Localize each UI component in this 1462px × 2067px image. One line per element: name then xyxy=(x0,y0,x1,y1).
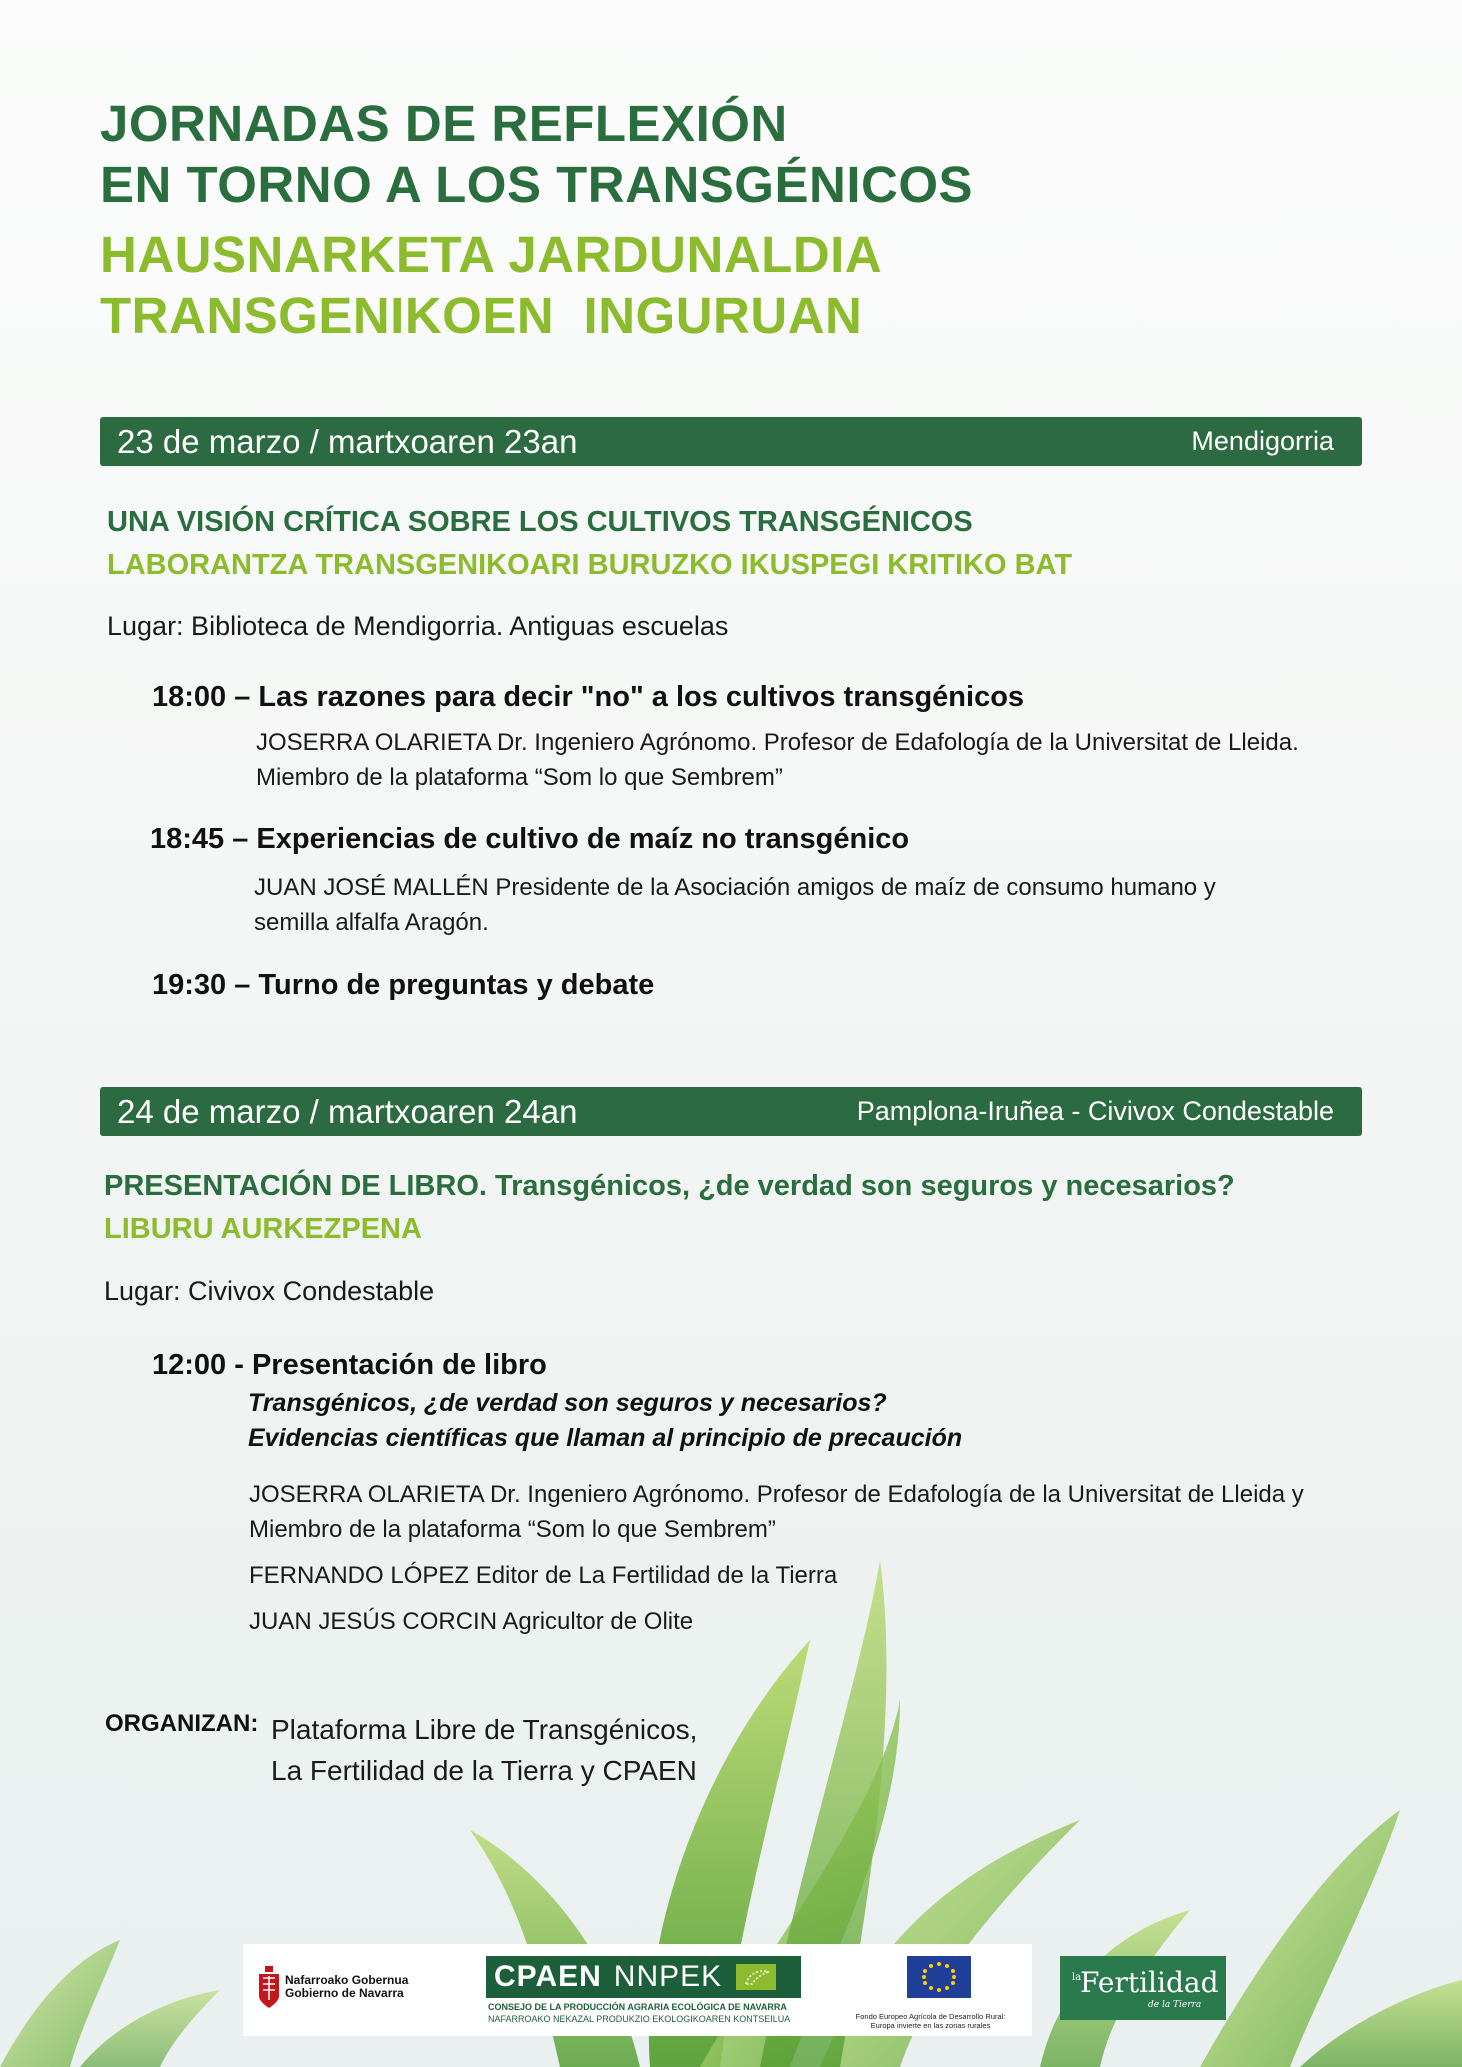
cpaen-bold: CPAEN xyxy=(494,1960,602,1993)
day2-speaker3: JUAN JESÚS CORCIN Agricultor de Olite xyxy=(249,1608,694,1635)
day2-speaker1-line2: Miembro de la plataforma “Som lo que Sembrem” xyxy=(249,1516,776,1543)
day2-place: Pamplona-Iruñea - Civivox Condestable xyxy=(856,1096,1334,1126)
day1-session2-title: 18:45 – Experiencias de cultivo de maíz no transgénico xyxy=(150,823,910,855)
organizers-label: ORGANIZAN: xyxy=(105,1710,259,1737)
eu-organic-leaf-icon xyxy=(736,1964,776,1990)
navarra-shield-icon xyxy=(257,1966,281,2008)
title-es-line2: EN TORNO A LOS TRANSGÉNICOS xyxy=(100,156,974,213)
book-title-line1: Transgénicos, ¿de verdad son seguros y necesarios? xyxy=(248,1389,887,1417)
day2-speaker2: FERNANDO LÓPEZ Editor de La Fertilidad de la Tierra xyxy=(249,1562,838,1589)
fertilidad-sub: de la Tierra xyxy=(1148,2000,1202,2010)
day1-date: 23 de marzo / martxoaren 23an xyxy=(117,422,578,460)
title-eu-line2: TRANSGENIKOEN INGURUAN xyxy=(100,287,863,344)
day2-speaker1-line1: JOSERRA OLARIETA Dr. Ingeniero Agrónomo. Profesor de Edafología de la Universitat de Lleida y xyxy=(249,1481,1304,1508)
book-title-line2: Evidencias científicas que llaman al principio de precaución xyxy=(248,1424,963,1452)
day1-session1-title: 18:00 – Las razones para decir "no" a los cultivos transgénicos xyxy=(152,681,1025,713)
day1-lugar: Lugar: Biblioteca de Mendigorria. Antiguas escuelas xyxy=(107,611,729,641)
day1-session3-title: 19:30 – Turno de preguntas y debate xyxy=(152,969,655,1001)
navarra-line1: Nafarroako Gobernua xyxy=(285,1973,409,1987)
day1-place: Mendigorria xyxy=(1191,426,1334,456)
day2-date: 24 de marzo / martxoaren 24an xyxy=(117,1092,578,1130)
day2-heading-es-bold: PRESENTACIÓN DE LIBRO. xyxy=(104,1170,487,1202)
day2-heading-eu: LIBURU AURKEZPENA xyxy=(104,1213,422,1245)
day2-session-title: 12:00 - Presentación de libro xyxy=(152,1349,547,1381)
sponsor-logo-bar xyxy=(243,1944,1032,2036)
fertilidad-main: Fertilidad xyxy=(1080,1966,1219,1999)
day1-date-bar xyxy=(100,417,1362,466)
fertilidad-logo xyxy=(1060,1956,1226,2020)
day2-heading-es xyxy=(104,1170,1235,1203)
eu-line1: Fondo Europeo Agrícola de Desarrollo Rural: xyxy=(855,2012,1006,2021)
day1-session2-speaker-line1: JUAN JOSÉ MALLÉN Presidente de la Asociación amigos de maíz de consumo humano y xyxy=(254,874,1216,901)
day2-date-bar xyxy=(100,1087,1362,1136)
day1-session1-speaker-line2: Miembro de la plataforma “Som lo que Sembrem” xyxy=(256,764,783,791)
eu-feader-logo xyxy=(843,1956,1018,2032)
day2-heading-es-rest: Transgénicos, ¿de verdad son seguros y necesarios? xyxy=(486,1170,1235,1202)
day1-session2-speaker-line2: semilla alfalfa Aragón. xyxy=(254,909,489,936)
day1-heading-es: UNA VISIÓN CRÍTICA SOBRE LOS CULTIVOS TRANSGÉNICOS xyxy=(107,506,973,538)
day1-session1-speaker-line1: JOSERRA OLARIETA Dr. Ingeniero Agrónomo. Profesor de Edafología de la Universitat de Lleida. xyxy=(256,729,1299,756)
eu-flag-icon xyxy=(907,1956,971,1998)
cpaen-sub1: CONSEJO DE LA PRODUCCIÓN AGRARIA ECOLÓGICA DE NAVARRA xyxy=(488,2002,787,2012)
fertilidad-small: la xyxy=(1072,1972,1082,1983)
day2-lugar: Lugar: Civivox Condestable xyxy=(104,1276,435,1306)
cpaen-light: NNPEK xyxy=(613,1960,723,1993)
organizers-line2: La Fertilidad de la Tierra y CPAEN xyxy=(271,1755,697,1786)
eu-line2: Europa invierte en las zonas rurales xyxy=(870,2021,991,2030)
navarra-logo xyxy=(257,1964,417,2014)
navarra-line2: Gobierno de Navarra xyxy=(285,1986,404,2000)
title-es-line1: JORNADAS DE REFLEXIÓN xyxy=(100,95,788,152)
day1-heading-eu: LABORANTZA TRANSGENIKOARI BURUZKO IKUSPEGI KRITIKO BAT xyxy=(107,549,1073,581)
cpaen-sub2: NAFARROAKO NEKAZAL PRODUKZIO EKOLOGIKOAREN KONTSEILUA xyxy=(488,2014,791,2024)
cpaen-logo xyxy=(486,1956,806,2032)
organizers-line1: Plataforma Libre de Transgénicos, xyxy=(271,1714,698,1745)
title-eu-line1: HAUSNARKETA JARDUNALDIA xyxy=(100,226,883,283)
